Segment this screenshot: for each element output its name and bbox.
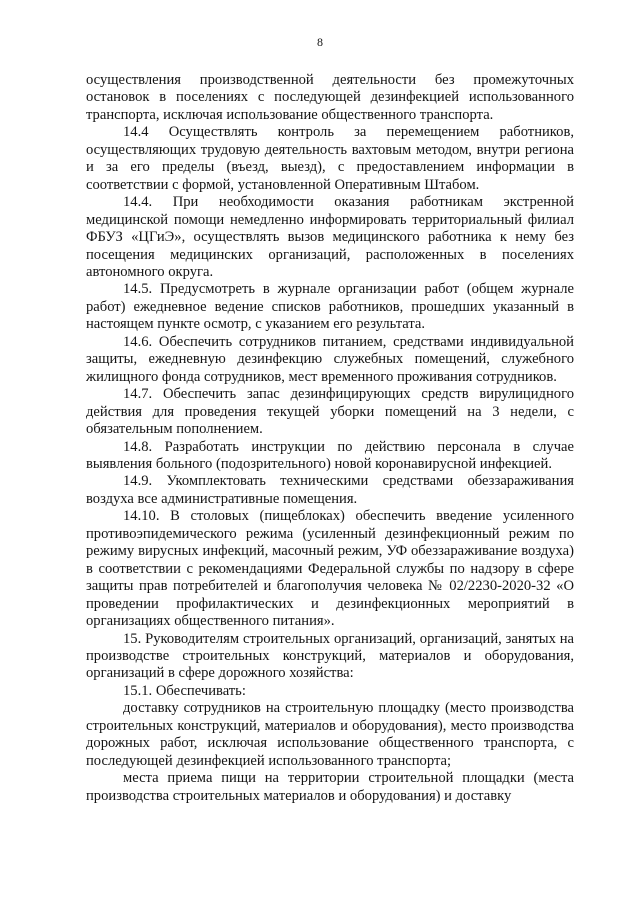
paragraph-14-4-medical: 14.4. При необходимости оказания работникам экстренной медицинской помощи немедленно информировать территориальный филиал ФБУЗ «ЦГиЭ», осуществлять вызов медицинского работника к нему без посещения медицинских организаций, расположенных в поселениях автономного округа. xyxy=(86,194,574,280)
paragraph-15-1: 15.1. Обеспечивать: xyxy=(123,682,246,699)
paragraph-14-7: 14.7. Обеспечить запас дезинфицирующих средств вирулицидного действия для проведения текущей уборки помещений на 3 недели, с обязательным пополнением. xyxy=(86,386,574,438)
document-body xyxy=(86,72,574,805)
paragraph-15-1-delivery: доставку сотрудников на строительную площадку (место производства строительных конструкций, материалов и оборудования), место производства дорожных работ, исключая использование общественного транспорта, с последующей дезинфекцией использованного транспорта; xyxy=(86,700,574,769)
paragraph-14-9: 14.9. Укомплектовать техническими средствами обеззараживания воздуха все административные помещения. xyxy=(86,473,574,507)
paragraph-14-10: 14.10. В столовых (пищеблоках) обеспечить введение усиленного противоэпидемического режима (усиленный дезинфекционный режим по режиму вирусных инфекций, масочный режим, УФ обеззараживание воздуха) в соответствии с рекомендациями Федеральной службы по надзору в сфере защиты прав потребителей и благополучия человека № 02/2230-2020-32 «О проведении профилактических и дезинфекционных мероприятий в организациях общественного питания». xyxy=(86,508,574,630)
paragraph-14-8: 14.8. Разработать инструкции по действию персонала в случае выявления больного (подозрительного) новой коронавирусной инфекцией. xyxy=(86,438,574,472)
paragraph-15-1-meals: места приема пищи на территории строительной площадки (места производства строительных материалов и оборудования) и доставку xyxy=(86,770,574,804)
paragraph-14-6: 14.6. Обеспечить сотрудников питанием, средствами индивидуальной защиты, ежедневную дезинфекцию служебных помещений, служебного жилищного фонда сотрудников, мест временного проживания сотрудников. xyxy=(86,333,574,385)
paragraph-14-4-control: 14.4 Осуществлять контроль за перемещением работников, осуществляющих трудовую деятельность вахтовым методом, внутри региона и за его пределы (въезд, выезд), с предоставлением информации в соответствии с формой, установленной Оперативным Штабом. xyxy=(86,124,574,193)
paragraph-continuation: осуществления производственной деятельности без промежуточных остановок в поселениях с последующей дезинфекцией использованного транспорта, исключая использование общественного транспорта. xyxy=(86,72,574,123)
paragraph-14-5: 14.5. Предусмотреть в журнале организации работ (общем журнале работ) ежедневное ведение списков работников, прошедших указанный в настоящем пункте осмотр, с указанием его результата. xyxy=(86,281,574,333)
paragraph-15: 15. Руководителям строительных организаций, организаций, занятых на производстве строительных конструкций, материалов и оборудования, организаций в сфере дорожного хозяйства: xyxy=(86,630,574,682)
page-number: 8 xyxy=(317,35,323,49)
